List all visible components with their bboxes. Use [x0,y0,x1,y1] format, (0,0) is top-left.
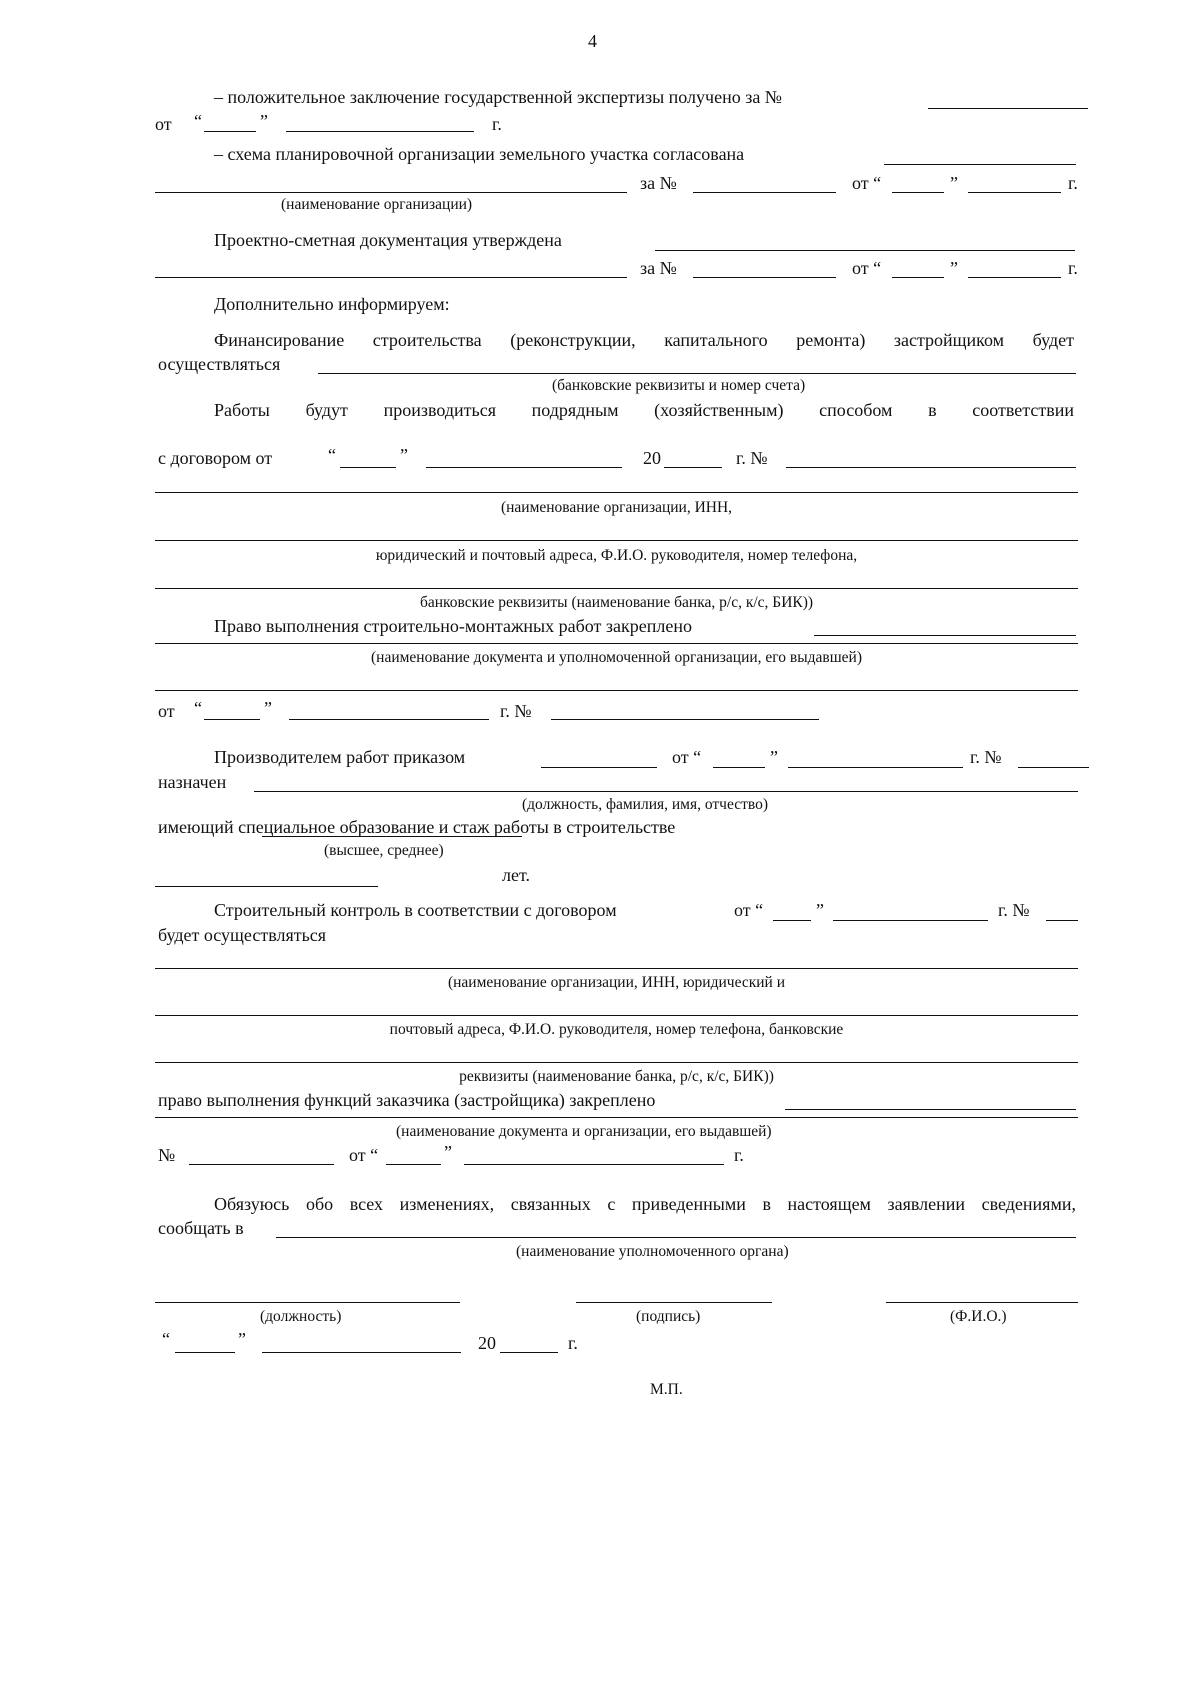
works-word: (хозяйственным) [654,400,784,420]
oblige-word: обо [305,1194,334,1214]
customer-number-field[interactable] [189,1164,334,1165]
stamp-label: М.П. [650,1381,683,1398]
scheme-day-field[interactable] [892,192,944,193]
scheme-right-field[interactable] [884,164,1076,165]
psd-from-label: от “ [852,258,882,278]
psd-day-field[interactable] [892,277,944,278]
smr-quote-close: ” [264,698,272,718]
finance-word: Финансирование [214,330,345,350]
oblige-word: приведенными [631,1194,746,1214]
finance-caption: (банковские реквизиты и номер счета) [552,377,806,394]
oblige-word: связанных [510,1194,591,1214]
control-org-line1-field[interactable] [155,968,1078,969]
control-caption2: почтовый адреса, Ф.И.О. руководителя, номер телефона, банковские [389,1021,844,1038]
signature-year-label: г. [568,1333,578,1353]
signature-fio-field[interactable] [886,1302,1078,1303]
psd-za-no-label: за № [640,258,677,278]
producer-experience-field[interactable] [155,886,378,887]
scheme-from-label: от “ [852,173,882,193]
oblige-word: настоящем [787,1194,871,1214]
producer-caption: (должность, фамилия, имя, отчество) [522,796,769,813]
smr-month-field[interactable] [289,719,489,720]
oblige-line2: сообщать в [158,1218,244,1238]
signature-sign-field[interactable] [576,1302,772,1303]
smr-number-field[interactable] [551,719,819,720]
works-caption3: банковские реквизиты (наименование банка, р/с, к/с, БИК)) [419,594,814,611]
psd-organization-field[interactable] [155,277,627,278]
smr-document-field-2[interactable] [155,690,1078,691]
psd-quote-close: ” [950,258,958,278]
finance-word: (реконструкции, [510,330,636,350]
producer-quote-close: ” [770,747,778,767]
producer-person-field[interactable] [254,791,1078,792]
oblige-caption: (наименование уполномоченного органа) [516,1243,789,1260]
oblige-word: заявлении [887,1194,966,1214]
signature-quote-open: “ [162,1329,170,1349]
signature-year-field[interactable] [500,1352,558,1353]
control-caption1: (наименование организации, ИНН, юридический и [447,974,786,991]
producer-number-field[interactable] [1018,767,1089,768]
oblige-word: с [607,1194,616,1214]
works-word: Работы [214,400,270,420]
expertise-quote-close: ” [260,111,268,131]
smr-document-field[interactable] [155,643,1078,644]
finance-word: строительства [372,330,482,350]
oblige-word: изменениях, [399,1194,495,1214]
control-org-line3-field[interactable] [155,1062,1078,1063]
finance-bank-field[interactable] [318,373,1076,374]
producer-year-no-label: г. № [970,747,1002,767]
oblige-word: в [762,1194,771,1214]
scheme-year-label: г. [1068,173,1078,193]
additional-info-heading: Дополнительно информируем: [214,294,450,314]
works-quote-close: ” [400,445,408,465]
scheme-organization-caption: (наименование организации) [281,196,473,213]
works-year-field[interactable] [664,467,722,468]
finance-word: ремонта) [796,330,866,350]
works-org-line2-field[interactable] [155,540,1078,541]
scheme-organization-field[interactable] [155,192,627,193]
customer-from-label: от “ [349,1145,379,1165]
producer-day-field[interactable] [713,767,765,768]
signature-day-field[interactable] [175,1352,235,1353]
control-text: Строительный контроль в соответствии с договором [214,900,617,920]
control-month-field[interactable] [833,920,988,921]
customer-month-field[interactable] [464,1164,724,1165]
producer-education-field[interactable] [262,836,522,837]
control-quote-close: ” [816,900,824,920]
oblige-word: Обязуюсь [214,1194,290,1214]
works-caption2: юридический и почтовый адреса, Ф.И.О. руководителя, номер телефона, [375,547,858,564]
control-from-label: от “ [734,900,764,920]
works-org-line3-field[interactable] [155,588,1078,589]
signature-position-caption: (должность) [260,1308,342,1325]
producer-text: Производителем работ приказом [214,747,466,767]
producer-having-text: имеющий специальное образование и стаж работы в строительстве [158,817,676,837]
works-word: подрядным [531,400,619,420]
scheme-quote-close: ” [950,173,958,193]
psd-year-label: г. [1068,258,1078,278]
oblige-word: всех [349,1194,384,1214]
signature-sign-caption: (подпись) [636,1308,701,1325]
psd-text: Проектно-сметная документация утверждена [214,230,562,250]
control-year-no-label: г. № [998,900,1030,920]
finance-word: застройщиком [893,330,1005,350]
smr-day-field[interactable] [204,719,260,720]
works-word: производиться [383,400,496,420]
page-number: 4 [588,31,597,51]
smr-from-label: от [158,701,175,721]
producer-order-field[interactable] [541,767,657,768]
producer-from-label: от “ [672,747,702,767]
customer-no-label: № [158,1145,176,1165]
customer-quote-close: ” [444,1142,452,1162]
finance-line2: осуществляться [158,354,281,374]
psd-right-field[interactable] [655,250,1075,251]
expertise-number-field[interactable] [928,108,1088,109]
control-caption3: реквизиты (наименование банка, р/с, к/с, БИК)) [459,1068,774,1085]
customer-right-text: право выполнения функций заказчика (застройщика) закреплено [158,1090,656,1110]
smr-right-field[interactable] [814,635,1076,636]
works-caption1: (наименование организации, ИНН, [500,499,733,516]
psd-number-field[interactable] [693,277,836,278]
works-year-prefix: 20 [643,448,661,468]
oblige-word: сведениями, [981,1194,1076,1214]
control-day-field[interactable] [773,920,811,921]
signature-quote-close: ” [238,1329,246,1349]
scheme-number-field[interactable] [693,192,836,193]
producer-month-field[interactable] [788,767,963,768]
expertise-quote-open: “ [194,111,202,131]
finance-sentence [214,331,1074,349]
smr-text: Право выполнения строительно-монтажных работ закреплено [214,616,692,636]
control-org-line2-field[interactable] [155,1015,1078,1016]
oblige-authority-field[interactable] [276,1237,1076,1238]
finance-word: будет [1032,330,1074,350]
smr-caption: (наименование документа и уполномоченной организации, его выдавшей) [370,649,862,666]
works-word: соответствии [972,400,1074,420]
works-word: будут [305,400,348,420]
producer-education-caption: (высшее, среднее) [324,842,444,859]
producer-years-label: лет. [502,865,530,885]
works-year-no-label: г. № [736,448,768,468]
scheme-month-field[interactable] [968,192,1061,193]
works-word: способом [819,400,893,420]
smr-year-no-label: г. № [500,701,532,721]
works-month-field[interactable] [426,467,622,468]
control-line2: будет осуществляться [158,925,327,945]
customer-document-field[interactable] [155,1117,1078,1118]
signature-year-prefix: 20 [478,1333,496,1353]
finance-word: капитального [664,330,768,350]
expertise-day-field[interactable] [204,131,256,132]
works-contract-number-field[interactable] [786,467,1076,468]
scheme-za-no-label: за № [640,173,677,193]
works-quote-open: “ [328,445,336,465]
smr-quote-open: “ [194,698,202,718]
expertise-year-label: г. [492,114,502,134]
works-sentence [214,401,1074,419]
customer-day-field[interactable] [386,1164,441,1165]
expertise-month-field[interactable] [286,131,474,132]
expertise-from-label: от [155,114,172,134]
works-day-field[interactable] [340,467,396,468]
works-word: в [928,400,937,420]
works-org-line1-field[interactable] [155,492,1078,493]
psd-month-field[interactable] [968,277,1061,278]
producer-appointed-label: назначен [158,772,227,792]
signature-position-field[interactable] [155,1302,460,1303]
scheme-text: – схема планировочной организации земельного участка согласована [214,144,745,164]
oblige-sentence [214,1195,1076,1213]
customer-right-field[interactable] [785,1109,1076,1110]
signature-fio-caption: (Ф.И.О.) [950,1308,1007,1325]
customer-year-label: г. [734,1145,744,1165]
works-contract-from: с договором от [158,448,273,468]
customer-caption: (наименование документа и организации, его выдавшей) [396,1123,772,1140]
control-number-field[interactable] [1046,920,1078,921]
expertise-text: – положительное заключение государственной экспертизы получено за № [214,87,782,107]
signature-month-field[interactable] [262,1352,461,1353]
